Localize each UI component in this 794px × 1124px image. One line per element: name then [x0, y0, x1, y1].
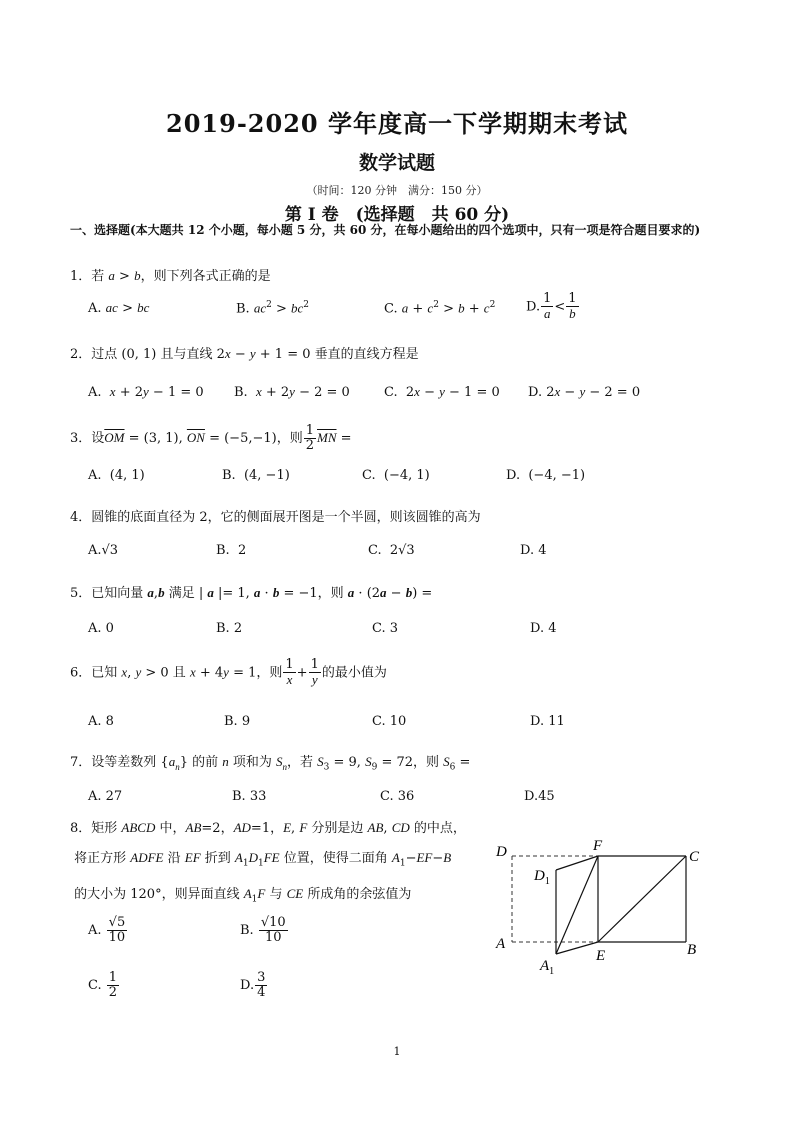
q2-option-b[interactable]: B. x + 2y − 2 = 0 [234, 384, 350, 400]
edge-D1F [556, 856, 598, 870]
q3-option-c[interactable]: C. (−4, 1) [362, 468, 430, 483]
q1-option-a[interactable]: A. ac > bc [88, 300, 150, 316]
segment-A1F [556, 856, 598, 954]
q7-option-a[interactable]: A. 27 [88, 789, 123, 804]
q4-option-a[interactable]: A.√3 [88, 543, 119, 558]
q3-option-b[interactable]: B. (4, −1) [222, 468, 290, 483]
q4-option-c[interactable]: C. 2√3 [368, 543, 415, 558]
q6-option-c[interactable]: C. 10 [372, 714, 407, 729]
segment-CE [598, 856, 686, 942]
question-7: 7．设等差数列 $\{a_n\}$ 的前 n 项和为 $S_n$，若 $S_3 = 9$, $S_9 = 72$，则 $S_6$ = [70, 754, 471, 773]
q6-option-a[interactable]: A. 8 [88, 714, 114, 729]
q5-option-c[interactable]: C. 3 [372, 621, 399, 636]
q5-option-d[interactable]: D. 4 [530, 621, 557, 636]
q6-option-b[interactable]: B. 9 [224, 714, 251, 729]
q6-option-d[interactable]: D. 11 [530, 714, 565, 729]
geometry-figure [490, 834, 710, 979]
q5-option-b[interactable]: B. 2 [216, 621, 243, 636]
label-A1: $A_1$ [540, 958, 555, 977]
question-1: 1．若 a > b，则下列各式正确的是 [70, 268, 271, 284]
q2-option-a[interactable]: A. x + 2y − 1 = 0 [88, 384, 204, 400]
q5-option-a[interactable]: A. 0 [88, 621, 114, 636]
q8-option-a[interactable]: A. $\frac{√5}{10}$ [88, 915, 126, 945]
label-F: F [593, 838, 603, 854]
page-title: 2019-2020 学年度高一下学期期末考试 [166, 109, 628, 138]
question-5: 5．已知向量 a,b 满足 | a |= 1, a · b = −1，则 a · (2a − b) = [70, 585, 433, 601]
q2-option-c[interactable]: C. 2x − y − 1 = 0 [384, 384, 500, 400]
part-title: 第 I 卷 (选择题 共 60 分) [284, 205, 510, 225]
q3-option-d[interactable]: D. (−4, −1) [506, 468, 586, 483]
q8-option-b[interactable]: B. $\frac{√10}{10}$ [240, 915, 286, 945]
q1-option-b[interactable]: B. $ac^2 > bc^2$ [236, 300, 310, 317]
page-number: 1 [393, 1045, 401, 1058]
q7-option-b[interactable]: B. 33 [232, 789, 267, 804]
q7-option-d[interactable]: D.45 [524, 789, 555, 804]
time-info: （时间：120 分钟 满分：150 分） [306, 184, 488, 197]
label-D: D [496, 844, 507, 860]
edge-A1E [556, 942, 598, 954]
q2-option-d[interactable]: D. 2x − y − 2 = 0 [528, 384, 641, 400]
label-B: B [687, 942, 697, 958]
q8-option-c[interactable]: C. $\frac{1}{2}$ [88, 970, 118, 1000]
label-C: C [689, 849, 700, 865]
page-subtitle: 数学试题 [358, 152, 435, 174]
q7-option-c[interactable]: C. 36 [380, 789, 415, 804]
q8-option-d[interactable]: D. $\frac{3}{4}$ [240, 970, 266, 1000]
q4-option-b[interactable]: B. 2 [216, 543, 247, 558]
q1-option-c[interactable]: C. $a + c^2 > b + c^2$ [384, 300, 496, 317]
question-8: 8．矩形 ABCD 中，AB=2，AD=1，E, F 分别是边 AB, CD 的中点， 将正方形 ADFE 沿 EF 折到 $A_1D_1FE$ 位置，使得二面角 $A_1-EF-B$ 的大小为 120°，则异面直线 $A_1F$ 与 CE 所成角的余弦值为 [70, 820, 466, 905]
question-2: 2．过点 (0, 1) 且与直线 2x − y + 1 = 0 垂直的直线方程是 [70, 346, 419, 362]
question-3: 3．设$\overline{OM} = (3$, 1), $\overline{ON} = (-5,-1)$，则 $\frac{1}{2}$ $\overline{MN}$ = [70, 423, 352, 453]
question-6: 6．已知 x, y > 0 且 x + 4y = 1，则 $\frac{1}{x}$ + $\frac{1}{y}$ 的最小值为 [70, 657, 387, 687]
label-A: A [496, 936, 506, 952]
q4-option-d[interactable]: D. 4 [520, 543, 547, 558]
question-4: 4．圆锥的底面直径为 2，它的侧面展开图是一个半圆，则该圆锥的高为 [70, 510, 481, 525]
q1-option-d[interactable]: D. $\frac{1}{a}$ < $\frac{1}{b}$ [526, 291, 577, 321]
label-D1: $D_1$ [534, 868, 550, 887]
section-header: 一、选择题(本大题共 12 个小题，每小题 5 分，共 60 分，在每小题给出的四个选项中，只有一项是符合题目要求的) [70, 223, 701, 237]
label-E: E [596, 948, 606, 964]
q3-option-a[interactable]: A. (4, 1) [88, 468, 145, 483]
